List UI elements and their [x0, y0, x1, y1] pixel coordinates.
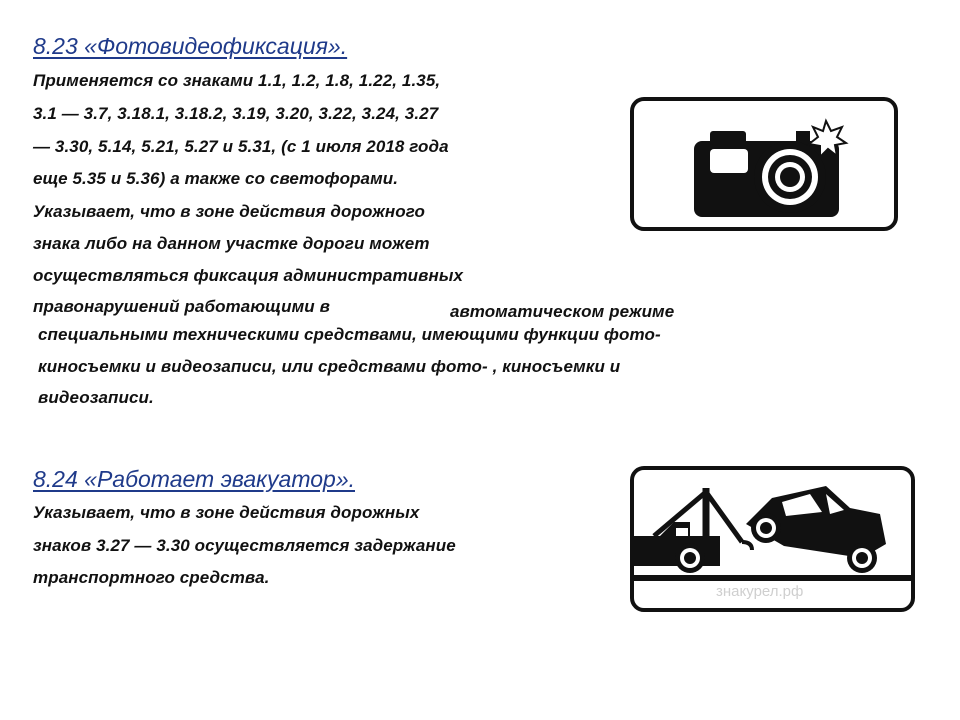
text-line: осуществляться фиксация административных: [33, 266, 464, 285]
text-line: правонарушений работающими в: [33, 297, 330, 316]
text-line: специальными техническими средствами, имеющими функции фото-: [38, 325, 661, 344]
text-line: Применяется со знаками 1.1, 1.2, 1.8, 1.22, 1.35,: [33, 71, 441, 90]
text-line: видеозаписи.: [38, 388, 154, 407]
text-line: — 3.30, 5.14, 5.21, 5.27 и 5.31, (с 1 июля 2018 года: [33, 137, 449, 156]
watermark: знакурел.рф: [716, 583, 804, 600]
text-line: Указывает, что в зоне действия дорожного: [33, 202, 425, 221]
heading-8-24: 8.24 «Работает эвакуатор».: [33, 466, 355, 492]
text-line: знака либо на данном участке дороги может: [33, 234, 430, 253]
camera-icon: [634, 101, 894, 227]
text-line: 3.1 — 3.7, 3.18.1, 3.18.2, 3.19, 3.20, 3.22, 3.24, 3.27: [33, 104, 439, 123]
text-line: Указывает, что в зоне действия дорожных: [33, 503, 420, 522]
tow-truck-icon: [634, 470, 911, 608]
text-line: автоматическом режиме: [450, 302, 675, 321]
text-line: знаков 3.27 — 3.30 осуществляется задержание: [33, 536, 456, 555]
sign-8-23: [630, 97, 898, 231]
text-line: киносъемки и видеозаписи, или средствами фото- , киносъемки и: [38, 357, 621, 376]
text-line: еще 5.35 и 5.36) а также со светофорами.: [33, 169, 399, 188]
sign-8-24: [630, 466, 915, 612]
heading-8-23: 8.23 «Фотовидеофиксация».: [33, 33, 348, 59]
text-line: транспортного средства.: [33, 568, 270, 587]
